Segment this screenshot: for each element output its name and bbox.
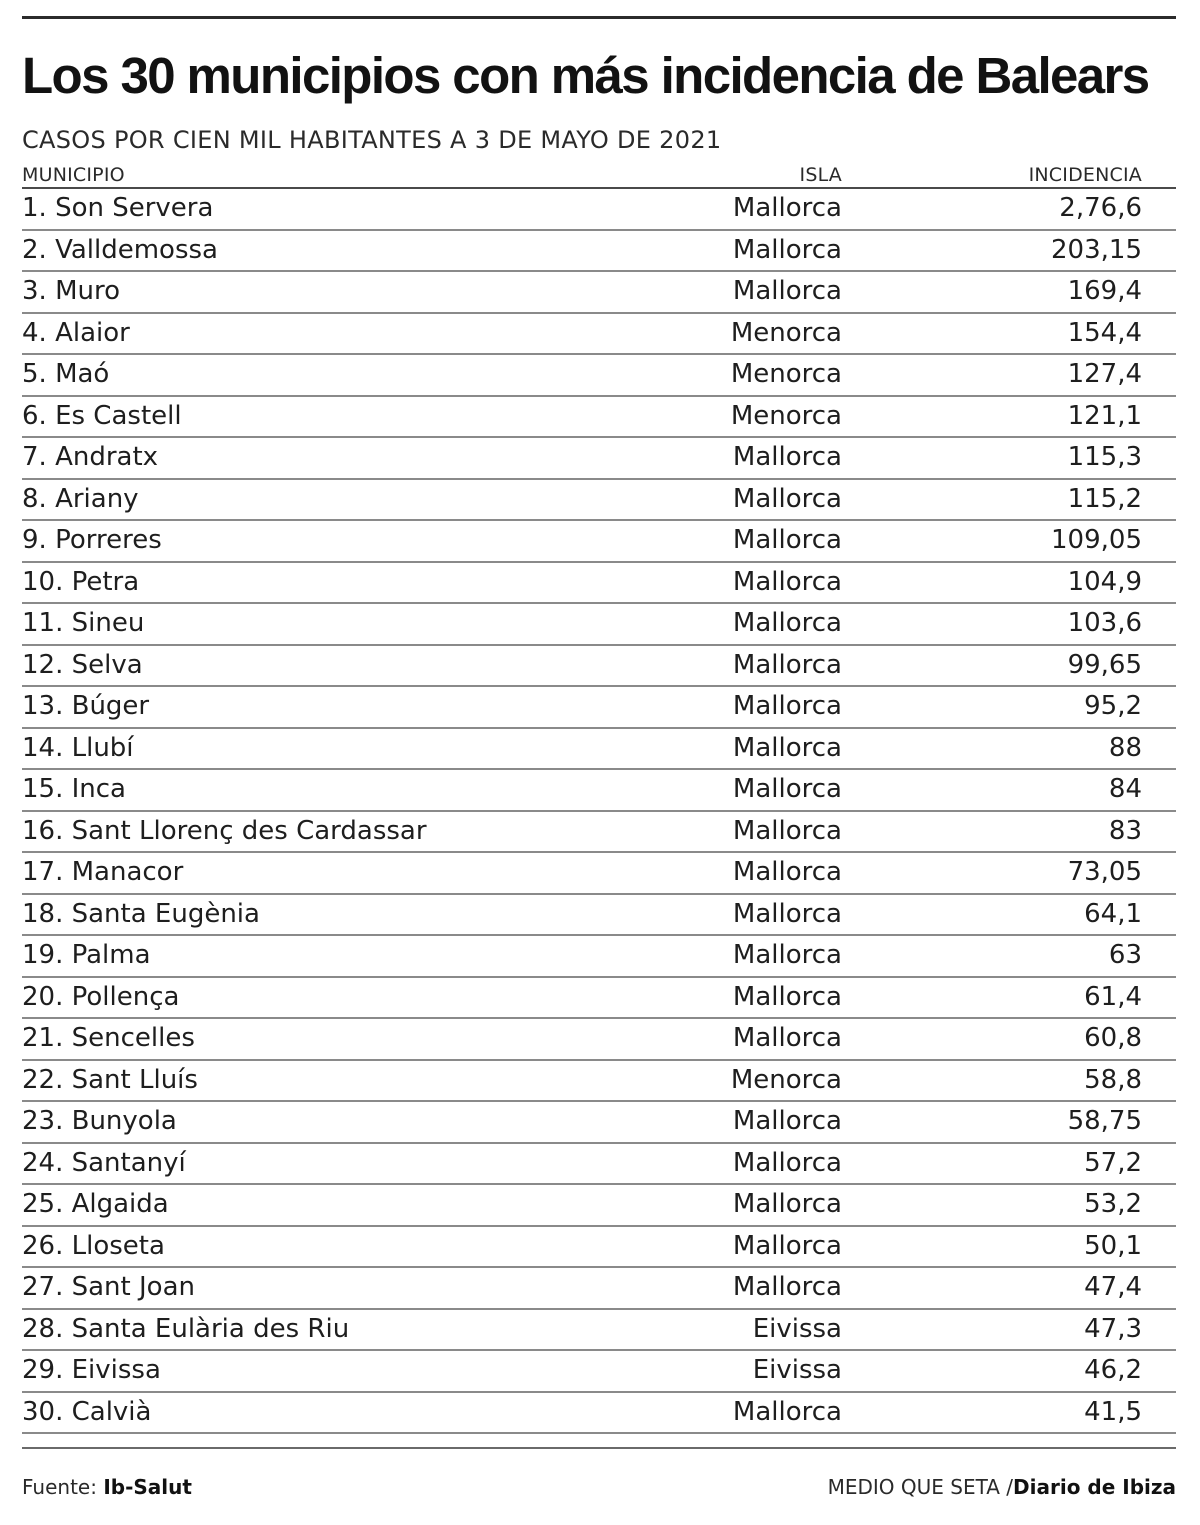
incidencia-cell: 61,4: [1084, 981, 1142, 1012]
table-row: [22, 1393, 1176, 1435]
incidencia-cell: 50,1: [1084, 1230, 1142, 1261]
municipio-cell: 21. Sencelles: [22, 1023, 195, 1053]
isla-cell: Menorca: [730, 400, 842, 431]
isla-cell: Mallorca: [732, 483, 842, 514]
municipio-cell: 30. Calvià: [22, 1396, 152, 1427]
table-row: [22, 521, 1176, 563]
municipio-cell: 16. Sant Llorenç des Cardassar: [22, 815, 427, 846]
table-row: [22, 978, 1176, 1020]
isla-cell: Mallorca: [732, 732, 842, 763]
isla-cell: Mallorca: [732, 234, 842, 265]
municipio-cell: 11. Sineu: [22, 608, 145, 638]
incidencia-cell: 95,2: [1084, 691, 1142, 721]
municipio-cell: 24. Santanyí: [22, 1147, 186, 1178]
isla-cell: Mallorca: [732, 1396, 842, 1427]
incidencia-cell: 57,2: [1084, 1147, 1142, 1178]
table-row: [22, 936, 1176, 978]
isla-cell: Mallorca: [732, 691, 842, 721]
isla-cell: Mallorca: [732, 1272, 842, 1302]
isla-cell: Mallorca: [732, 566, 842, 597]
page-title: Los 30 municipios con más incidencia de Balears: [22, 47, 1149, 104]
incidencia-cell: 47,3: [1084, 1313, 1142, 1344]
municipio-cell: 2. Valldemossa: [22, 234, 218, 265]
table-row: [22, 231, 1176, 273]
municipio-cell: 17. Manacor: [22, 857, 184, 887]
table-row: [22, 895, 1176, 937]
table-row: [22, 1351, 1176, 1393]
municipio-cell: 3. Muro: [22, 276, 121, 306]
incidencia-cell: 203,15: [1051, 234, 1142, 265]
isla-cell: Mallorca: [732, 1189, 842, 1219]
incidencia-cell: 46,2: [1084, 1355, 1142, 1385]
isla-cell: Mallorca: [732, 774, 842, 804]
table-row: [22, 1144, 1176, 1186]
municipio-cell: 7. Andratx: [22, 442, 159, 472]
isla-cell: Mallorca: [732, 442, 842, 472]
incidencia-cell: 83: [1108, 815, 1142, 846]
incidencia-cell: 63: [1108, 940, 1142, 970]
table-row: [22, 853, 1176, 895]
source-label: Fuente:: [22, 1475, 97, 1499]
table-row: [22, 687, 1176, 729]
municipio-cell: 25. Algaida: [22, 1189, 169, 1219]
header-incidencia: INCIDENCIA: [1028, 164, 1142, 186]
isla-cell: Mallorca: [732, 608, 842, 638]
municipio-cell: 1. Son Servera: [22, 193, 214, 223]
table-row: [22, 355, 1176, 397]
incidencia-cell: 47,4: [1084, 1272, 1142, 1302]
municipio-cell: 15. Inca: [22, 774, 126, 804]
municipio-cell: 13. Búger: [22, 691, 150, 721]
incidencia-cell: 60,8: [1084, 1023, 1142, 1053]
table-row: [22, 646, 1176, 688]
isla-cell: Mallorca: [732, 1230, 842, 1261]
table-row: [22, 1310, 1176, 1352]
isla-cell: Mallorca: [732, 1106, 842, 1136]
table-row: [22, 1061, 1176, 1103]
incidencia-cell: 103,6: [1067, 608, 1142, 638]
incidencia-cell: 104,9: [1067, 566, 1142, 597]
municipio-cell: 6. Es Castell: [22, 400, 182, 431]
isla-cell: Mallorca: [732, 981, 842, 1012]
table-row: [22, 1268, 1176, 1310]
top-rule: [22, 16, 1176, 19]
header-isla: ISLA: [799, 164, 842, 186]
table-row: [22, 770, 1176, 812]
municipio-cell: 18. Santa Eugènia: [22, 898, 260, 929]
isla-cell: Mallorca: [732, 649, 842, 680]
isla-cell: Menorca: [730, 317, 842, 348]
isla-cell: Mallorca: [732, 193, 842, 223]
incidencia-cell: 109,05: [1051, 525, 1142, 555]
municipio-cell: 26. Lloseta: [22, 1230, 165, 1261]
header-municipio: MUNICIPIO: [22, 164, 125, 186]
table-row: [22, 1227, 1176, 1269]
publisher-credit: [828, 1472, 1176, 1502]
table-body: [22, 189, 1176, 1434]
incidencia-cell: 169,4: [1067, 276, 1142, 306]
incidencia-cell: 99,65: [1067, 649, 1142, 680]
incidencia-cell: 73,05: [1067, 857, 1142, 887]
incidencia-cell: 121,1: [1067, 400, 1142, 431]
bottom-rule: [22, 1447, 1176, 1449]
table-header: [22, 163, 1176, 189]
incidencia-cell: 88: [1108, 732, 1142, 763]
isla-cell: Eivissa: [752, 1355, 842, 1385]
incidence-table: [22, 163, 1176, 1434]
credit-brand: Diario de Ibiza: [1013, 1475, 1176, 1499]
source-credit: [22, 1472, 192, 1502]
municipio-cell: 12. Selva: [22, 649, 143, 680]
incidencia-cell: 154,4: [1067, 317, 1142, 348]
isla-cell: Eivissa: [752, 1313, 842, 1344]
table-row: [22, 1185, 1176, 1227]
municipio-cell: 10. Petra: [22, 566, 140, 597]
footer: [22, 1472, 1176, 1502]
table-row: [22, 1102, 1176, 1144]
incidencia-cell: 58,8: [1084, 1064, 1142, 1095]
subtitle: CASOS POR CIEN MIL HABITANTES A 3 DE MAYO DE 2021: [22, 126, 722, 154]
table-row: [22, 397, 1176, 439]
table-row: [22, 314, 1176, 356]
incidencia-cell: 64,1: [1084, 898, 1142, 929]
isla-cell: Mallorca: [732, 525, 842, 555]
municipio-cell: 5. Maó: [22, 359, 110, 389]
isla-cell: Mallorca: [732, 276, 842, 306]
municipio-cell: 4. Alaior: [22, 317, 130, 348]
table-row: [22, 1019, 1176, 1061]
table-row: [22, 812, 1176, 854]
table-row: [22, 272, 1176, 314]
credit-prefix: MEDIO QUE SETA /: [827, 1475, 1014, 1499]
isla-cell: Mallorca: [732, 815, 842, 846]
incidencia-cell: 115,3: [1067, 442, 1142, 472]
isla-cell: Mallorca: [732, 940, 842, 970]
table-row: [22, 563, 1176, 605]
incidencia-cell: 41,5: [1084, 1396, 1142, 1427]
incidencia-cell: 127,4: [1067, 359, 1142, 389]
isla-cell: Menorca: [730, 359, 842, 389]
municipio-cell: 9. Porreres: [22, 525, 162, 555]
municipio-cell: 19. Palma: [22, 940, 151, 970]
isla-cell: Mallorca: [732, 1147, 842, 1178]
municipio-cell: 14. Llubí: [22, 732, 134, 763]
incidencia-cell: 58,75: [1067, 1106, 1142, 1136]
municipio-cell: 20. Pollença: [22, 981, 180, 1012]
isla-cell: Menorca: [730, 1064, 842, 1095]
table-row: [22, 729, 1176, 771]
municipio-cell: 8. Ariany: [22, 483, 139, 514]
incidencia-cell: 115,2: [1067, 483, 1142, 514]
municipio-cell: 27. Sant Joan: [22, 1272, 195, 1302]
municipio-cell: 23. Bunyola: [22, 1106, 177, 1136]
municipio-cell: 22. Sant Lluís: [22, 1064, 198, 1095]
incidencia-cell: 53,2: [1084, 1189, 1142, 1219]
table-row: [22, 480, 1176, 522]
table-row: [22, 438, 1176, 480]
municipio-cell: 29. Eivissa: [22, 1355, 161, 1385]
table-row: [22, 604, 1176, 646]
isla-cell: Mallorca: [732, 898, 842, 929]
incidencia-cell: 84: [1108, 774, 1142, 804]
source-value: Ib-Salut: [103, 1475, 192, 1499]
incidencia-cell: 2,76,6: [1059, 193, 1142, 223]
table-row: [22, 189, 1176, 231]
municipio-cell: 28. Santa Eulària des Riu: [22, 1313, 350, 1344]
isla-cell: Mallorca: [732, 1023, 842, 1053]
isla-cell: Mallorca: [732, 857, 842, 887]
